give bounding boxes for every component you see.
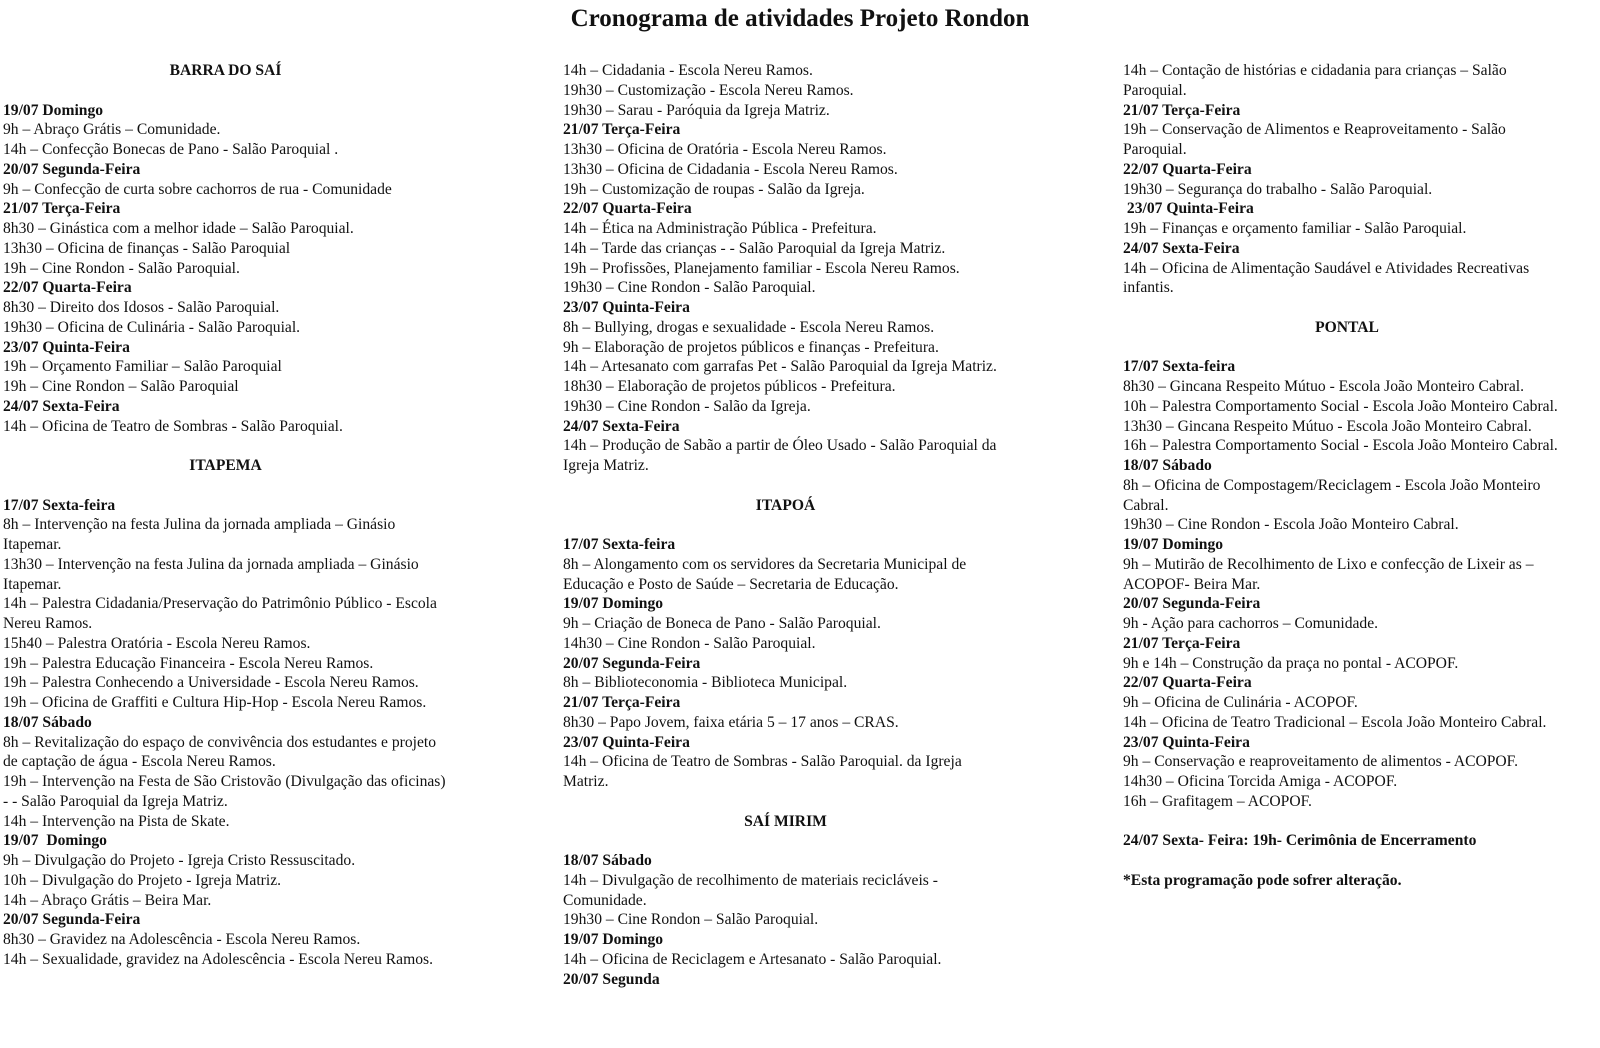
activity-item: 14h – Confecção Bonecas de Pano - Salão Paroquial . bbox=[3, 141, 339, 158]
spacer bbox=[563, 792, 1008, 812]
day-heading: 24/07 Sexta-Feira bbox=[1123, 239, 1240, 257]
town-heading: ITAPEMA bbox=[189, 457, 262, 474]
activity-item: 14h – Ética na Administração Pública - Prefeitura. bbox=[563, 220, 877, 237]
activity-item: 14h – Sexualidade, gravidez na Adolescência - Escola Nereu Ramos. bbox=[3, 950, 433, 968]
activity-item: 8h30 – Direito dos Idosos - Salão Paroquial. bbox=[3, 299, 280, 316]
day-heading: 23/07 Quinta-Feira bbox=[563, 299, 690, 316]
day-heading: 19/07 Domingo bbox=[563, 931, 664, 948]
day-heading: 21/07 Terça-Feira bbox=[1123, 101, 1241, 119]
spacer bbox=[3, 436, 448, 456]
activity-item: 19h30 – Customização - Escola Nereu Ramos. bbox=[563, 81, 854, 99]
activity-item: 8h – Intervenção na festa Julina da jornada ampliada – Ginásio Itapemar. bbox=[3, 516, 396, 553]
activity-item: 14h – Oficina de Teatro Tradicional – Escola João Monteiro Cabral. bbox=[1123, 713, 1547, 731]
activity-item: 19h30 – Cine Rondon - Escola João Monteiro Cabral. bbox=[1123, 516, 1459, 534]
day-heading: 19/07 Domingo bbox=[3, 101, 104, 119]
town-heading: SAÍ MIRIM bbox=[744, 812, 827, 830]
activity-item: 14h – Oficina de Alimentação Saudável e Atividades Recreativas infantis. bbox=[1123, 259, 1530, 297]
activity-item: 14h – Intervenção na Pista de Skate. bbox=[3, 812, 230, 830]
day-heading: 21/07 Terça-Feira bbox=[563, 121, 681, 139]
activity-item: 8h – Revitalização do espaço de convivência dos estudantes e projeto de captação de água - Escola Nereu Ramos. bbox=[3, 733, 437, 771]
activity-item: 9h – Oficina de Culinária - ACOPOF. bbox=[1123, 694, 1358, 711]
activity-item: 19h – Cine Rondon - Salão Paroquial. bbox=[3, 259, 240, 277]
activity-item: 18h30 – Elaboração de projetos públicos - Prefeitura. bbox=[563, 378, 896, 395]
activity-item: 13h30 – Gincana Respeito Mútuo - Escola João Monteiro Cabral. bbox=[1123, 417, 1532, 435]
activity-item: 9h - Ação para cachorros – Comunidade. bbox=[1123, 615, 1379, 632]
day-heading: 17/07 Sexta-feira bbox=[563, 536, 676, 553]
day-heading: 23/07 Quinta-Feira bbox=[1123, 200, 1254, 218]
day-heading: 22/07 Quarta-Feira bbox=[1123, 674, 1252, 692]
day-heading: 19/07 Domingo bbox=[1123, 536, 1224, 553]
activity-item: 19h – Oficina de Graffiti e Cultura Hip-Hop - Escola Nereu Ramos. bbox=[3, 694, 427, 711]
activity-item: 8h – Biblioteconomia - Biblioteca Municipal. bbox=[563, 674, 848, 692]
activity-item: 10h – Palestra Comportamento Social - Escola João Monteiro Cabral. bbox=[1123, 397, 1558, 415]
schedule-note: *Esta programação pode sofrer alteração. bbox=[1123, 871, 1402, 889]
activity-item: 9h e 14h – Construção da praça no pontal - ACOPOF. bbox=[1123, 654, 1459, 672]
activity-item: 19h30 – Segurança do trabalho - Salão Paroquial. bbox=[1123, 180, 1433, 198]
column-1 bbox=[3, 61, 448, 970]
spacer bbox=[1123, 812, 1571, 832]
town-heading: BARRA DO SAÍ bbox=[169, 62, 282, 79]
day-heading: 19/07 Domingo bbox=[3, 832, 107, 850]
spacer bbox=[1123, 851, 1571, 871]
activity-item: 10h – Divulgação do Projeto - Igreja Matriz. bbox=[3, 871, 282, 889]
spacer bbox=[563, 476, 1008, 496]
activity-item: 8h – Oficina de Compostagem/Reciclagem - Escola João Monteiro Cabral. bbox=[1123, 476, 1541, 514]
day-heading: 20/07 Segunda-Feira bbox=[3, 911, 141, 929]
activity-item: 15h40 – Palestra Oratória - Escola Nereu Ramos. bbox=[3, 634, 311, 652]
activity-item: 13h30 – Oficina de Oratória - Escola Nereu Ramos. bbox=[563, 141, 887, 158]
activity-item: 19h – Intervenção na Festa de São Cristovão (Divulgação das oficinas) - - Salão Paroquial da Igreja Matriz. bbox=[3, 773, 446, 810]
activity-item: 9h – Mutirão de Recolhimento de Lixo e confecção de Lixeir as – ACOPOF- Beira Mar. bbox=[1123, 555, 1534, 593]
activity-item: 14h30 – Cine Rondon - Salão Paroquial. bbox=[563, 634, 816, 652]
activity-item: 9h – Confecção de curta sobre cachorros de rua - Comunidade bbox=[3, 180, 392, 198]
activity-item: 14h – Oficina de Teatro de Sombras - Salão Paroquial. bbox=[3, 417, 343, 435]
activity-item: 14h – Divulgação de recolhimento de materiais recicláveis - Comunidade. bbox=[563, 871, 938, 909]
activity-item: 19h – Customização de roupas - Salão da Igreja. bbox=[563, 180, 865, 198]
day-heading: 24/07 Sexta-Feira bbox=[563, 417, 680, 435]
spacer bbox=[563, 515, 1008, 535]
day-heading: 18/07 Sábado bbox=[1123, 457, 1212, 474]
day-heading: 20/07 Segunda bbox=[563, 970, 660, 988]
activity-item: 19h – Orçamento Familiar – Salão Paroquial bbox=[3, 358, 282, 376]
activity-item: 19h30 – Cine Rondon – Salão Paroquial. bbox=[563, 911, 819, 929]
column-3 bbox=[1123, 61, 1571, 891]
activity-item: 9h – Elaboração de projetos públicos e finanças - Prefeitura. bbox=[563, 338, 939, 356]
day-heading: 17/07 Sexta-feira bbox=[3, 496, 116, 514]
activity-item: 14h – Produção de Sabão a partir de Óleo Usado - Salão Paroquial da Igreja Matriz. bbox=[563, 437, 997, 474]
activity-item: 14h – Abraço Grátis – Beira Mar. bbox=[3, 891, 212, 909]
spacer bbox=[3, 81, 448, 101]
activity-item: 8h30 – Gravidez na Adolescência - Escola Nereu Ramos. bbox=[3, 931, 361, 948]
activity-item: 19h – Conservação de Alimentos e Reaproveitamento - Salão Paroquial. bbox=[1123, 121, 1506, 158]
activity-item: 19h – Cine Rondon – Salão Paroquial bbox=[3, 378, 239, 395]
day-heading: 20/07 Segunda-Feira bbox=[1123, 595, 1261, 613]
activity-item: 16h – Palestra Comportamento Social - Escola João Monteiro Cabral. bbox=[1123, 437, 1558, 455]
column-2 bbox=[563, 61, 1008, 989]
activity-item: 14h – Palestra Cidadania/Preservação do Patrimônio Público - Escola Nereu Ramos. bbox=[3, 595, 437, 632]
activity-item: 9h – Criação de Boneca de Pano - Salão Paroquial. bbox=[563, 615, 881, 632]
activity-item: 13h30 – Intervenção na festa Julina da jornada ampliada – Ginásio Itapemar. bbox=[3, 555, 419, 593]
spacer bbox=[1123, 298, 1571, 318]
activity-item: 14h – Artesanato com garrafas Pet - Salão Paroquial da Igreja Matriz. bbox=[563, 358, 997, 376]
activity-item: 8h – Bullying, drogas e sexualidade - Escola Nereu Ramos. bbox=[563, 318, 935, 336]
day-heading: 22/07 Quarta-Feira bbox=[563, 200, 692, 218]
day-heading: 22/07 Quarta-Feira bbox=[1123, 160, 1252, 178]
day-heading: 22/07 Quarta-Feira bbox=[3, 279, 132, 297]
activity-item: 19h – Palestra Educação Financeira - Escola Nereu Ramos. bbox=[3, 654, 374, 672]
day-heading: 18/07 Sábado bbox=[3, 713, 92, 731]
day-heading: 20/07 Segunda-Feira bbox=[563, 654, 701, 672]
activity-item: 14h30 – Oficina Torcida Amiga - ACOPOF. bbox=[1123, 773, 1398, 790]
activity-item: 13h30 – Oficina de finanças - Salão Paroquial bbox=[3, 239, 291, 257]
day-heading: 17/07 Sexta-feira bbox=[1123, 358, 1236, 376]
activity-item: 9h – Divulgação do Projeto - Igreja Cristo Ressuscitado. bbox=[3, 852, 356, 869]
activity-item: 14h – Oficina de Teatro de Sombras - Salão Paroquial. da Igreja Matriz. bbox=[563, 753, 962, 790]
activity-item: 8h30 – Ginástica com a melhor idade – Salão Paroquial. bbox=[3, 220, 354, 237]
day-heading: 18/07 Sábado bbox=[563, 852, 652, 869]
activity-item: 8h – Alongamento com os servidores da Secretaria Municipal de Educação e Posto de Saúde – Secretaria de Educação. bbox=[563, 555, 967, 593]
activity-item: 19h – Finanças e orçamento familiar - Salão Paroquial. bbox=[1123, 220, 1467, 237]
activity-item: 9h – Abraço Grátis – Comunidade. bbox=[3, 121, 221, 139]
spacer bbox=[563, 831, 1008, 851]
activity-item: 14h – Oficina de Reciclagem e Artesanato - Salão Paroquial. bbox=[563, 950, 942, 968]
day-heading: 21/07 Terça-Feira bbox=[563, 694, 681, 711]
day-heading: 23/07 Quinta-Feira bbox=[563, 733, 690, 751]
activity-item: 9h – Conservação e reaproveitamento de alimentos - ACOPOF. bbox=[1123, 753, 1518, 771]
activity-item: 19h30 – Cine Rondon - Salão Paroquial. bbox=[563, 279, 816, 297]
spacer bbox=[3, 476, 448, 496]
spacer bbox=[1123, 338, 1571, 358]
day-heading: 20/07 Segunda-Feira bbox=[3, 160, 141, 178]
activity-item: 13h30 – Oficina de Cidadania - Escola Nereu Ramos. bbox=[563, 160, 898, 178]
day-heading: 19/07 Domingo bbox=[563, 595, 664, 613]
day-heading: 23/07 Quinta-Feira bbox=[3, 338, 130, 356]
day-heading: 21/07 Terça-Feira bbox=[1123, 634, 1241, 652]
activity-item: 19h30 – Sarau - Paróquia da Igreja Matriz. bbox=[563, 101, 830, 119]
day-heading: 21/07 Terça-Feira bbox=[3, 200, 121, 218]
activity-item: 8h30 – Papo Jovem, faixa etária 5 – 17 anos – CRAS. bbox=[563, 713, 899, 731]
activity-item: 14h – Contação de histórias e cidadania para crianças – Salão Paroquial. bbox=[1123, 62, 1507, 99]
activity-item: 19h – Palestra Conhecendo a Universidade - Escola Nereu Ramos. bbox=[3, 674, 419, 692]
schedule-note: 24/07 Sexta- Feira: 19h- Cerimônia de Encerramento bbox=[1123, 832, 1477, 850]
activity-item: 19h30 – Oficina de Culinária - Salão Paroquial. bbox=[3, 318, 301, 336]
activity-item: 19h – Profissões, Planejamento familiar - Escola Nereu Ramos. bbox=[563, 259, 960, 277]
day-heading: 24/07 Sexta-Feira bbox=[3, 397, 120, 415]
town-heading: PONTAL bbox=[1315, 318, 1379, 336]
activity-item: 14h – Tarde das crianças - - Salão Paroquial da Igreja Matriz. bbox=[563, 239, 946, 257]
activity-item: 16h – Grafitagem – ACOPOF. bbox=[1123, 792, 1312, 810]
activity-item: 19h30 – Cine Rondon - Salão da Igreja. bbox=[563, 397, 811, 415]
activity-item: 8h30 – Gincana Respeito Mútuo - Escola João Monteiro Cabral. bbox=[1123, 378, 1525, 395]
activity-item: 14h – Cidadania - Escola Nereu Ramos. bbox=[563, 62, 813, 79]
page-title: Cronograma de atividades Projeto Rondon bbox=[570, 5, 1030, 32]
town-heading: ITAPOÁ bbox=[755, 496, 816, 514]
day-heading: 23/07 Quinta-Feira bbox=[1123, 733, 1250, 751]
